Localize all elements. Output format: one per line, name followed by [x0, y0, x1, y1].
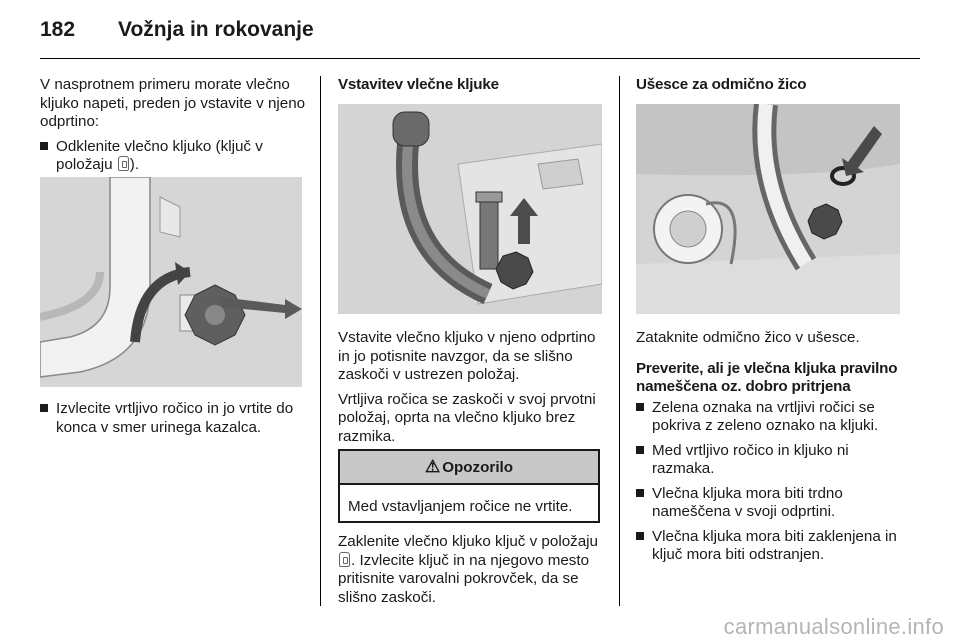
column-divider-1	[320, 76, 321, 606]
column-1	[40, 76, 306, 181]
figure-hook-knob-rotation	[40, 177, 302, 387]
bullet-unlock	[40, 138, 306, 175]
column-3-text	[636, 329, 908, 571]
bullet-square-icon	[636, 403, 644, 411]
bullet-square-icon	[636, 489, 644, 497]
page-number: 182	[40, 18, 76, 41]
lock-text	[338, 533, 604, 607]
bullet-square-icon	[40, 142, 48, 150]
column-2	[338, 76, 604, 103]
column-divider-2	[619, 76, 620, 606]
warning-box	[338, 449, 600, 523]
insertion-text-2: Vrtljiva ročica se zaskoči v svoj prvotni položaj, oprta na vlečno kljuko brez razmika.	[338, 390, 596, 445]
key-locked-icon	[339, 552, 350, 567]
check-item-text: Med vrtljivo ročico in kljuko ni razmaka.	[652, 441, 849, 477]
warning-header	[340, 451, 598, 485]
warning-text: Med vstavljanjem ročice ne vrtite.	[348, 498, 573, 515]
check-item	[636, 442, 908, 479]
bullet-square-icon	[636, 532, 644, 540]
page-header	[40, 18, 920, 60]
bullet-pull-knob-text: Izvlecite vrtljivo ročico in jo vrtite do konca v smer urinega kazalca.	[56, 400, 294, 436]
column-2-lower	[338, 533, 604, 613]
watermark: carmanualsonline.info	[723, 614, 944, 639]
check-item	[636, 485, 908, 522]
warning-triangle-icon: ⚠	[424, 457, 441, 476]
lock-text-start: Zaklenite vlečno kljuko ključ v položaju	[338, 533, 599, 550]
lock-text-end: . Izvlecite ključ in na njegovo mesto pritisnite varovalni pokrovček, da se slišno zaskoči.	[338, 551, 590, 606]
check-item-text: Zelena oznaka na vrtljivi ročici se pokriva z zeleno oznako na kljuki.	[652, 398, 879, 434]
bullet-unlock-text: Odklenite vlečno kljuko (ključ v položaju	[56, 137, 263, 173]
key-position-icon	[118, 156, 129, 171]
header-rule	[40, 58, 920, 59]
check-item-text: Vlečna kljuka mora biti trdno nameščena v svoji odprtini.	[652, 484, 843, 520]
warning-title: Opozorilo	[442, 458, 514, 476]
page-title: Vožnja in rokovanje	[118, 18, 314, 41]
figure-hook-insertion	[338, 104, 602, 314]
column-1-lower	[40, 400, 306, 443]
column-2-text	[338, 329, 604, 452]
intro-text: V nasprotnem primeru morate vlečno kljuko napeti, preden jo vstavite v njeno odprtino:	[40, 76, 306, 130]
check-item	[636, 399, 908, 436]
eyelet-text: Zataknite odmično žico v ušesce.	[636, 329, 860, 346]
section-heading-eyelet: Ušesce za odmično žico	[636, 76, 807, 93]
check-item	[636, 528, 908, 565]
bullet-square-icon	[636, 446, 644, 454]
bullet-unlock-end: ).	[129, 156, 140, 173]
check-item-text: Vlečna kljuka mora biti zaklenjena in ključ mora biti odstranjen.	[652, 527, 897, 563]
section-heading-insertion: Vstavitev vlečne kljuke	[338, 76, 499, 93]
figure-cable-eyelet	[636, 104, 900, 314]
check-heading: Preverite, ali je vlečna kljuka pravilno nameščena oz. dobro pritrjena	[636, 359, 898, 395]
bullet-square-icon	[40, 404, 48, 412]
insertion-text-1: Vstavite vlečno kljuko v njeno odprtino in jo potisnite navzgor, da se slišno zaskoči v ustrezen položaj.	[338, 329, 596, 383]
bullet-pull-knob	[40, 400, 306, 437]
column-3	[636, 76, 908, 103]
